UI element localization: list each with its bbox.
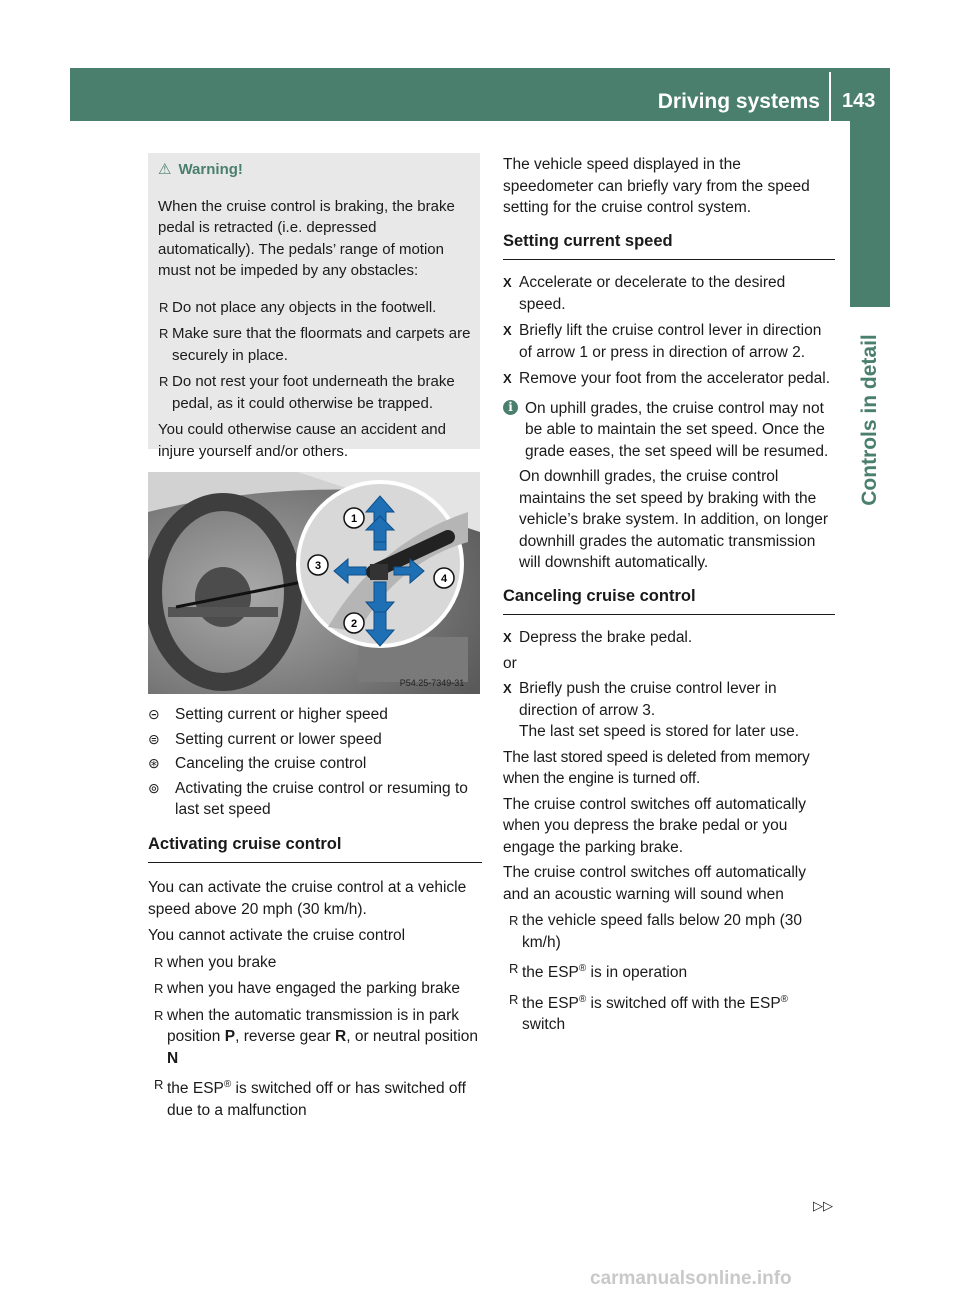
heading-rule	[503, 259, 835, 260]
warning-bullet: R Do not place any objects in the footwell.	[159, 298, 437, 316]
acoustic-note: The cruise control switches off automatically and an acoustic warning will sound when	[503, 864, 806, 903]
step-item: X Briefly push the cruise control lever in direction of arrow 3. The last set speed is stored for later use.	[503, 680, 799, 740]
side-tab-label: Controls in detail	[858, 334, 881, 506]
bullet-item: R when you brake	[154, 953, 277, 971]
memory-note: The last stored speed is deleted from memory when the engine is turned off.	[503, 748, 810, 787]
header-divider	[829, 72, 831, 121]
warning-bullet: R Do not rest your foot underneath the brake pedal, as it could otherwise be trapped.	[159, 373, 455, 412]
warning-heading: ⚠ Warning!	[158, 161, 243, 178]
activating-p2: You cannot activate the cruise control	[148, 927, 406, 944]
heading-setting: Setting current speed	[503, 231, 673, 250]
warning-triangle-icon: ⚠	[158, 161, 172, 178]
speed-intro: The vehicle speed displayed in the speedometer can briefly vary from the speed setting for the cruise control system.	[503, 156, 810, 216]
activating-p1: You can activate the cruise control at a vehicle speed above 20 mph (30 km/h).	[148, 879, 467, 918]
left-column	[148, 701, 482, 1121]
info-icon: i	[503, 400, 518, 415]
cruise-control-lever-photo	[148, 472, 480, 694]
bullet-item: R the ESP® is in operation	[509, 961, 688, 982]
warning-body: When the cruise control is braking, the brake pedal is retracted (i.e. depressed automatically). The pedals’ range of motion must not be impeded by any obstacles:	[158, 197, 455, 279]
auto-off-note: The cruise control switches off automatically when you depress the brake pedal or you engage the parking brake.	[503, 795, 806, 856]
callout-3-label: 3	[314, 560, 322, 572]
callout-4-label: 4	[440, 573, 448, 585]
callout-2-label: 2	[350, 618, 358, 630]
legend-item: ⊜ Setting current or lower speed	[148, 730, 382, 748]
bullet-item: R when you have engaged the parking brake	[154, 980, 460, 997]
bullet-item: R the vehicle speed falls below 20 mph (30 km/h)	[509, 912, 803, 951]
step-item: X Remove your foot from the accelerator pedal.	[503, 370, 831, 387]
side-tab-marker	[850, 121, 890, 307]
right-column	[503, 154, 835, 1036]
continue-marker: ▷▷	[813, 1198, 833, 1213]
legend-item: ⊚ Activating the cruise control or resuming to last set speed	[148, 779, 468, 818]
heading-rule	[148, 862, 482, 863]
warning-bullet: R Make sure that the floormats and carpets are securely in place.	[159, 325, 471, 364]
legend-item: ⊝ Setting current or higher speed	[148, 706, 388, 723]
watermark: carmanualsonline.info	[590, 1268, 792, 1289]
warning-footer: You could otherwise cause an accident and injure yourself and/or others.	[158, 421, 446, 460]
step-item: X Briefly lift the cruise control lever in direction of arrow 1 or press in direction of arrow 2.	[503, 322, 822, 361]
section-title: Driving systems	[657, 90, 820, 113]
legend-item: ⊛ Canceling the cruise control	[148, 755, 367, 772]
bullet-item: R the ESP® is switched off with the ESP® switch	[509, 991, 789, 1034]
bullet-item: R the ESP® is switched off or has switched off due to a malfunction	[154, 1077, 466, 1119]
heading-activating: Activating cruise control	[148, 834, 342, 853]
warning-box	[148, 153, 480, 460]
figure-code: P54.25-7349-31	[399, 678, 465, 688]
cruise-control-illustration	[148, 472, 480, 694]
info-note: i On uphill grades, the cruise control may not be able to maintain the set speed. Once the grade eases, the set speed will be resumed. On downhill grades, the cruise control maintains the set speed by braking with the vehicle’s brake system. In addition, on longer downhill grades the automatic transmission will downshift automatically.	[503, 398, 835, 574]
callout-1-label: 1	[350, 513, 358, 525]
or-separator: or	[503, 654, 517, 672]
page-number: 143	[842, 90, 876, 112]
bullet-item: R when the automatic transmission is in park position P, reverse gear R, or neutral position N	[154, 1006, 479, 1067]
heading-rule	[503, 614, 835, 615]
heading-canceling: Canceling cruise control	[503, 586, 696, 605]
step-item: X Accelerate or decelerate to the desired speed.	[503, 274, 786, 313]
step-item: X Depress the brake pedal.	[503, 629, 693, 646]
